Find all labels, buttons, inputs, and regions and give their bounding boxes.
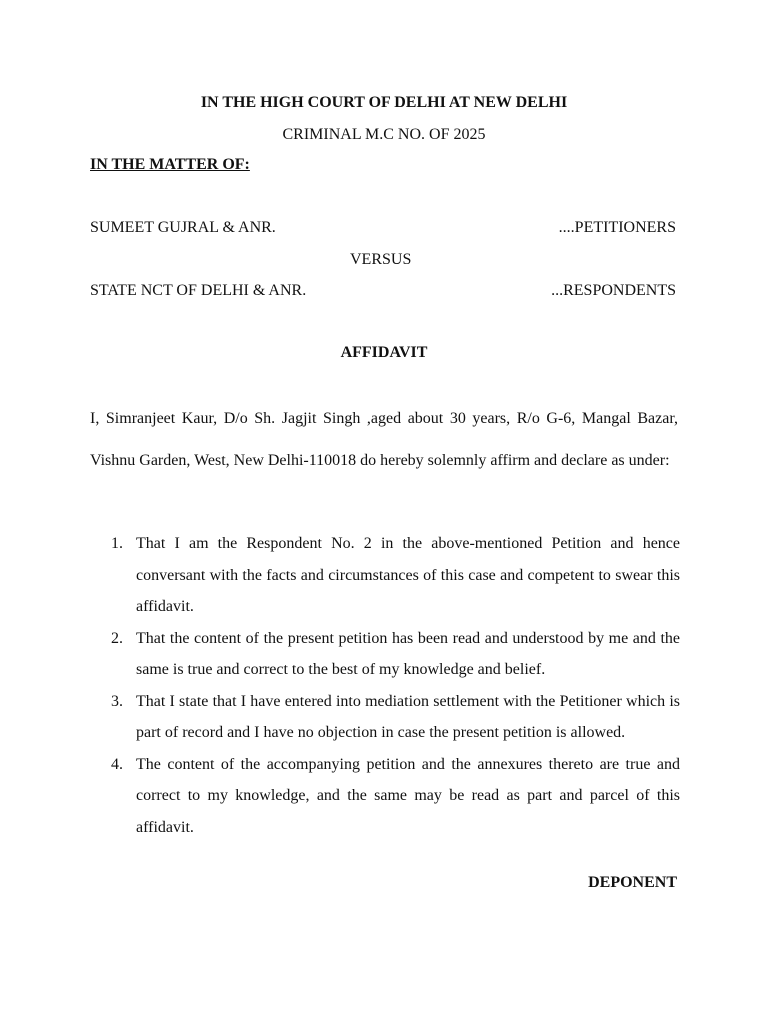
versus-label: VERSUS [350, 251, 412, 268]
list-item [90, 686, 680, 749]
petitioner-row [90, 219, 676, 237]
petitioner-name: SUMEET GUJRAL & ANR. [90, 219, 276, 236]
point-number: 4. [111, 755, 123, 773]
respondent-row [90, 282, 676, 300]
list-item [90, 749, 680, 844]
point-number: 3. [111, 692, 123, 710]
affidavit-points-list [90, 528, 680, 843]
respondent-role: ...RESPONDENTS [551, 282, 676, 299]
matter-heading: IN THE MATTER OF: [90, 156, 250, 173]
petitioner-role: ....PETITIONERS [558, 219, 676, 236]
point-text: That the content of the present petition has been read and understood by me and the same is true and correct to the best of my knowledge and belief. [136, 629, 680, 678]
case-number: CRIMINAL M.C NO. OF 2025 [282, 126, 486, 143]
intro-paragraph: I, Simranjeet Kaur, D/o Sh. Jagjit Singh ,aged about 30 years, R/o G-6, Mangal Bazar, Vishnu Garden, West, New Delhi-110018 do hereby solemnly affirm and declare as under: [90, 410, 678, 469]
point-number: 2. [111, 629, 123, 647]
court-title: IN THE HIGH COURT OF DELHI AT NEW DELHI [200, 94, 568, 111]
list-item [90, 623, 680, 686]
respondent-name: STATE NCT OF DELHI & ANR. [90, 282, 307, 299]
deponent-signature-label: DEPONENT [588, 874, 677, 891]
list-item [90, 528, 680, 623]
point-text: That I am the Respondent No. 2 in the above-mentioned Petition and hence conversant with the facts and circumstances of this case and competent to swear this affidavit. [136, 535, 680, 615]
point-number: 1. [111, 535, 123, 552]
point-text: That I state that I have entered into mediation settlement with the Petitioner which is part of record and I have no objection in case the present petition is allowed. [136, 692, 680, 741]
affidavit-title: AFFIDAVIT [340, 344, 428, 361]
point-text: The content of the accompanying petition and the annexures thereto are true and correct to my knowledge, and the same may be read as part and parcel of this affidavit. [136, 755, 680, 836]
